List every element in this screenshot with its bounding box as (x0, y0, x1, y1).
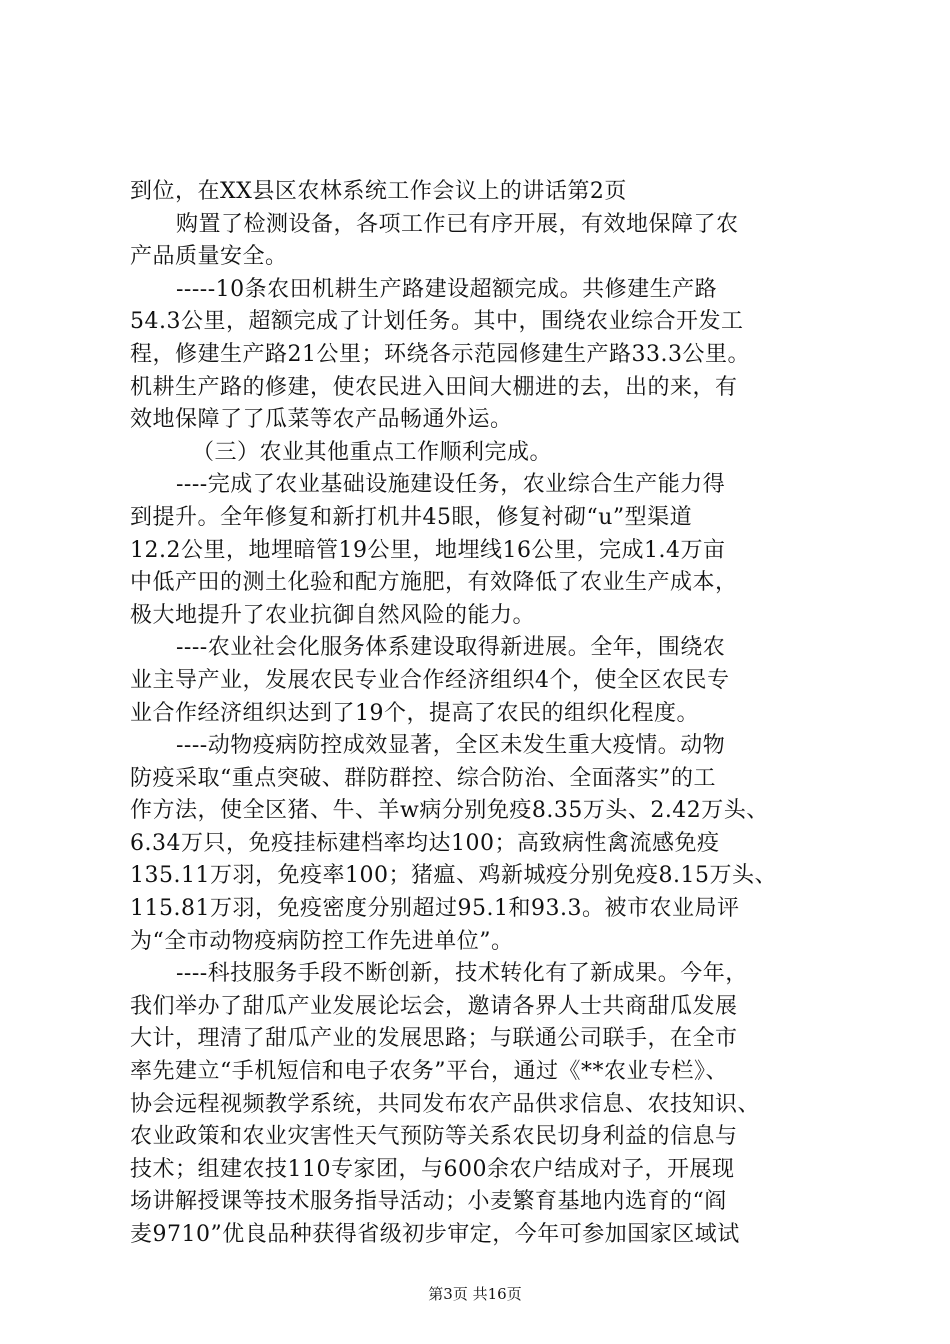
text-line: ----动物疫病防控成效显著，全区未发生重大疫情。动物 (176, 733, 726, 759)
text-line: 业合作经济组织达到了19个，提高了农民的组织化程度。 (130, 700, 699, 726)
text-line: 大计，理清了甜瓜产业的发展思路；与联通公司联手，在全市 (130, 1026, 738, 1052)
text-line: ----科技服务手段不断创新，技术转化有了新成果。今年， (176, 961, 748, 987)
text-line: ----完成了农业基础设施建设任务，农业综合生产能力得 (176, 472, 726, 498)
text-line: （三）农业其他重点工作顺利完成。 (192, 439, 553, 465)
text-line: 率先建立“手机短信和电子农务”平台，通过《**农业专栏》、 (130, 1059, 728, 1085)
text-line: 到提升。全年修复和新打机井45眼，修复衬砌“u”型渠道 (130, 504, 693, 530)
text-line: 115.81万羽，免疫密度分别超过95.1和93.3。被市农业局评 (130, 896, 740, 922)
document-body (130, 176, 830, 1252)
text-line: 场讲解授课等技术服务指导活动；小麦繁育基地内选育的“阎 (130, 1189, 727, 1215)
text-line: 程，修建生产路21公里；环绕各示范园修建生产路33.3公里。 (130, 341, 750, 367)
page-footer: 第3页 共16页 (428, 1285, 522, 1303)
text-line: 极大地提升了农业抗御自然风险的能力。 (130, 602, 536, 628)
text-line: 产品质量安全。 (130, 244, 288, 270)
text-line: 中低产田的测土化验和配方施肥，有效降低了农业生产成本， (130, 570, 738, 596)
text-line: -----10条农田机耕生产路建设超额完成。共修建生产路 (176, 276, 718, 302)
text-line: 54.3公里，超额完成了计划任务。其中，围绕农业综合开发工 (130, 309, 744, 335)
text-line: 6.34万只，免疫挂标建档率均达100；高致病性禽流感免疫 (130, 830, 720, 856)
text-line: 业主导产业，发展农民专业合作经济组织4个，使全区农民专 (130, 667, 730, 693)
text-line: 我们举办了甜瓜产业发展论坛会，邀请各界人士共商甜瓜发展 (130, 993, 738, 1019)
text-line: ----农业社会化服务体系建设取得新进展。全年，围绕农 (176, 635, 726, 661)
text-line: 麦9710”优良品种获得省级初步审定，今年可参加国家区域试 (130, 1222, 740, 1247)
text-line: 到位，在XX县区农林系统工作会议上的讲话第2页 (130, 179, 627, 204)
text-line: 为“全市动物疫病防控工作先进单位”。 (130, 928, 514, 954)
text-line: 机耕生产路的修建，使农民进入田间大棚进的去，出的来，有 (130, 374, 738, 400)
text-line: 效地保障了了瓜菜等农产品畅通外运。 (130, 407, 513, 433)
text-line: 协会远程视频教学系统，共同发布农产品供求信息、农技知识、 (130, 1091, 761, 1117)
text-line: 防疫采取“重点突破、群防群控、综合防治、全面落实”的工 (130, 765, 716, 791)
text-line: 12.2公里，地埋暗管19公里，地埋线16公里，完成1.4万亩 (130, 537, 726, 563)
text-line: 作方法，使全区猪、牛、羊w病分别免疫8.35万头、2.42万头、 (130, 798, 769, 824)
text-line: 购置了检测设备，各项工作已有序开展，有效地保障了农 (176, 211, 739, 237)
text-line: 农业政策和农业灾害性天气预防等关系农民切身利益的信息与 (130, 1124, 738, 1150)
text-line: 135.11万羽，免疫率100；猪瘟、鸡新城疫分别免疫8.15万头、 (130, 863, 777, 889)
text-line: 技术；组建农技110专家团，与600余农户结成对子，开展现 (130, 1156, 735, 1182)
